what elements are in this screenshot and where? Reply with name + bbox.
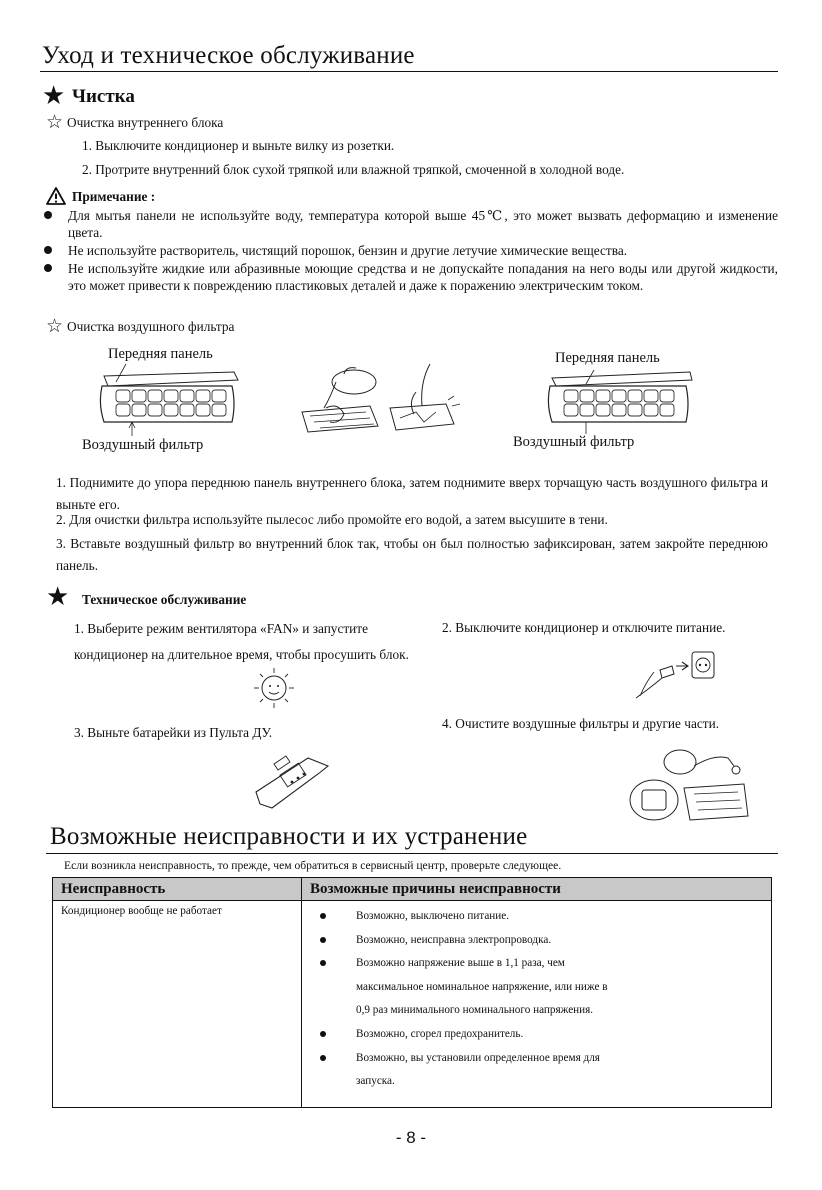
unplug-icon: [630, 648, 720, 700]
air-filter-label: Воздушный фильтр: [513, 434, 635, 450]
filter-step-1: 1. Поднимите до упора переднюю панель внутреннего блока, затем поднимите вверх торчащую часть воздушного фильтра и выньте его.: [56, 475, 768, 512]
troubleshooting-title: Возможные неисправности и их устранение: [50, 823, 528, 850]
troubleshooting-rule: [46, 853, 778, 854]
bullet-icon: [44, 264, 52, 272]
indoor-step-1: 1. Выключите кондиционер и выньте вилку из розетки.: [82, 138, 395, 153]
troubleshooting-intro: Если возникла неисправность, то прежде, чем обратиться в сервисный центр, проверьте следующее.: [64, 859, 562, 872]
maintenance-step-4: 4. Очистите воздушные фильтры и другие части.: [442, 716, 720, 731]
bullet-icon: [44, 246, 52, 254]
troubleshooting-table: [52, 877, 772, 1108]
indoor-cleaning-heading: Очистка внутреннего блока: [67, 115, 224, 130]
fault-text: Кондиционер вообще не работает: [61, 905, 222, 917]
front-panel-label: Передняя панель: [108, 346, 213, 362]
star-outline-icon: ☆: [46, 316, 64, 337]
note-item-3: Не используйте жидкие или абразивные моющие средства и не допускайте попадания на него воды или другой жидкости, это может привести к повреждению пластиковых деталей и даже к поражению электрическим током.: [68, 261, 778, 293]
indoor-step-2: 2. Протрите внутренний блок сухой тряпкой или влажной тряпкой, смоченной в холодной воде.: [82, 162, 625, 177]
note-heading: Примечание :: [72, 189, 156, 204]
filter-step-2: 2. Для очистки фильтра используйте пылесос либо промойте его водой, а затем высушите в тени.: [56, 512, 608, 527]
remote-battery-icon: [252, 752, 336, 810]
filter-cleaning-heading: Очистка воздушного фильтра: [67, 319, 235, 334]
title-rule: [40, 71, 778, 72]
table-row: [53, 901, 772, 1108]
causes-column-header: Возможные причины неисправности: [302, 878, 772, 901]
cleaning-heading: Чистка: [72, 86, 135, 107]
filter-step-3: 3. Вставьте воздушный фильтр во внутренний блок так, чтобы он был полностью зафиксирован, затем закройте переднюю панель.: [56, 536, 768, 573]
indoor-unit-open-illustration: [96, 364, 242, 438]
filter-washing-illustration: [296, 362, 466, 436]
maintenance-step-2: 2. Выключите кондиционер и отключите питание.: [442, 620, 726, 635]
star-outline-icon: ☆: [46, 112, 64, 133]
air-filter-label: Воздушный фильтр: [82, 437, 204, 453]
list-item: Возможно, выключено питание.: [302, 905, 771, 929]
list-item: 0,9 раз минимального номинального напряжения.: [356, 1004, 594, 1017]
list-item: Возможно, сгорел предохранитель.: [302, 1023, 771, 1047]
list-item: Возможно, неисправна электропроводка.: [302, 929, 771, 953]
maintenance-step-1: 1. Выберите режим вентилятора «FAN» и запустите кондиционер на длительное время, чтобы просушить блок.: [74, 621, 409, 662]
note-item-2: Не используйте растворитель, чистящий порошок, бензин и другие летучие химические вещества.: [68, 243, 628, 258]
table-header-row: [53, 878, 772, 901]
fault-column-header: Неисправность: [53, 878, 302, 901]
warning-triangle-icon: [46, 187, 66, 205]
maintenance-step-3: 3. Выньте батарейки из Пульта ДУ.: [74, 725, 273, 740]
fault-cell: [53, 901, 302, 1108]
page-title: Уход и техническое обслуживание: [42, 42, 415, 69]
star-solid-icon: ★: [46, 582, 70, 611]
star-solid-icon: ★: [42, 81, 66, 110]
sun-icon: [244, 666, 304, 710]
list-item: Возможно, вы установили определенное время для: [302, 1047, 771, 1071]
indoor-unit-closing-illustration: [546, 370, 696, 438]
list-item: Возможно напряжение выше в 1,1 раза, чем: [302, 952, 771, 976]
vacuum-cleaning-icon: [624, 744, 754, 826]
maintenance-heading: Техническое обслуживание: [82, 592, 247, 607]
note-item-1: Для мытья панели не используйте воду, температура которой выше 45℃, это может вызвать деформацию и изменение цвета.: [68, 208, 778, 240]
bullet-icon: [44, 211, 52, 219]
list-item: запуска.: [356, 1075, 395, 1088]
page-number: - 8 -: [395, 1128, 427, 1147]
causes-cell: [302, 901, 772, 1108]
causes-list: [302, 901, 771, 1094]
front-panel-label: Передняя панель: [555, 350, 660, 366]
list-item: максимальное номинальное напряжение, или ниже в: [356, 980, 608, 993]
